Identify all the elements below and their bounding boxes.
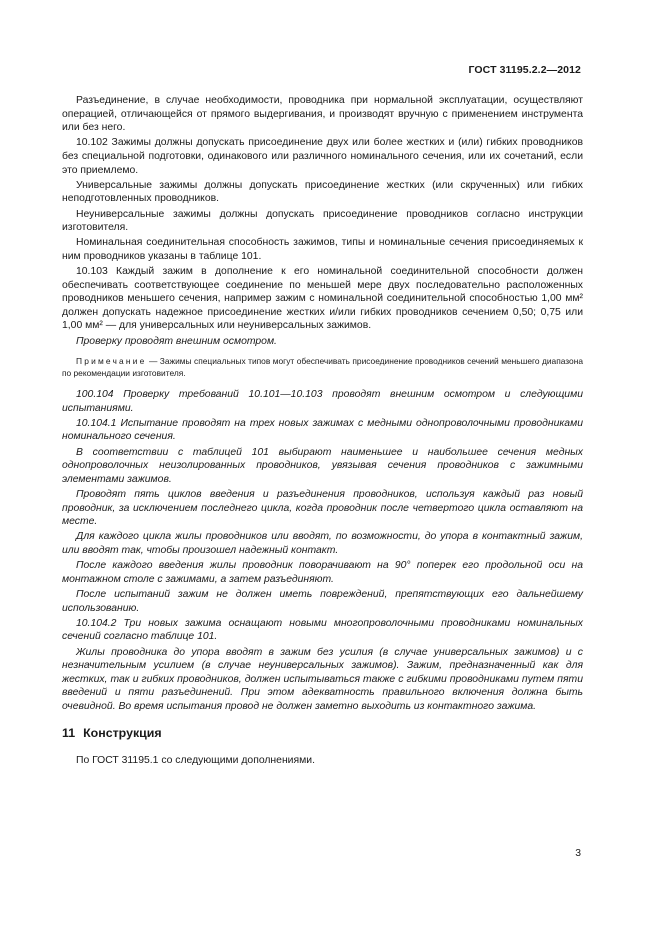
paragraph: 10.102 Зажимы должны допускать присоединение двух или более жестких и (или) гибких проводников без специальной подготовки, одинакового или различного номинального сечения, или их сочетаний, если это приемлемо.: [62, 137, 583, 176]
standard-code: ГОСТ 31195.2.2—2012: [468, 64, 581, 76]
test-paragraph: 10.104.2 Три новых зажима оснащают новыми многопроволочными проводниками номинальных сечений согласно таблице 101.: [62, 617, 583, 643]
test-paragraph: 100.104 Проверку требований 10.101—10.103 проводят внешним осмотром и следующими испытаниями.: [62, 389, 583, 414]
page-body: [62, 94, 583, 769]
test-paragraph: После каждого введения жилы проводник поворачивают на 90° поперек его продольной оси на монтажном столе с зажимами, а затем разъединяют.: [62, 560, 583, 585]
section-number: 11: [62, 726, 76, 741]
test-paragraph: Для каждого цикла жилы проводников или вводят, по возможности, до упора в контактный зажим, или вводят так, чтобы произошел надежный контакт.: [62, 531, 583, 556]
test-paragraph: После испытаний зажим не должен иметь повреждений, препятствующих его дальнейшему использованию.: [62, 588, 583, 614]
paragraph: Номинальная соединительная способность зажимов, типы и номинальные сечения присоединяемых к ним проводников указаны в таблице 101.: [62, 237, 583, 262]
paragraph: 10.103 Каждый зажим в дополнение к его номинальной соединительной способности должен обеспечивать соответствующее соединение по меньшей мере двух последовательно расположенных проводников меньшего сечения, например зажим с номинальной соединительной способностью 1,00 мм² должен допускать надежное присоединение жестких и/или гибких проводников сечением 0,50; 0,75 или 1,00 мм² — для универсальных или неуниверсальных зажимов.: [62, 266, 583, 332]
test-paragraph: В соответствии с таблицей 101 выбирают наименьшее и наибольшее сечения медных однопроволочных неизолированных проводников, увязывая сечения проводников с зажимными элементами зажимов.: [62, 446, 583, 485]
paragraph: Неуниверсальные зажимы должны допускать присоединение проводников согласно инструкции изготовителя.: [62, 208, 583, 234]
paragraph: Разъединение, в случае необходимости, проводника при нормальной эксплуатации, осуществляют операцией, отличающейся от прямого выдергивания, и производят вручную с применением инструмента или без него.: [62, 95, 583, 134]
page-number: 3: [575, 848, 581, 859]
test-paragraph: Проводят пять циклов введения и разъединения проводников, используя каждый раз новый проводник, за исключением последнего цикла, когда проводник после четвертого цикла оставляют на месте.: [62, 489, 583, 528]
test-paragraph: 10.104.1 Испытание проводят на трех новых зажимах с медными однопроволочными проводниками номинального сечения.: [62, 417, 583, 443]
paragraph: Универсальные зажимы должны допускать присоединение жестких (или скрученных) или гибких неподготовленных проводников.: [62, 179, 583, 205]
check-line: Проверку проводят внешним осмотром.: [76, 335, 277, 347]
section-text: По ГОСТ 31195.1 со следующими дополнениями.: [76, 755, 315, 767]
section-heading: [62, 727, 583, 741]
note-label: Примечание: [76, 356, 147, 367]
test-paragraph: Жилы проводника до упора вводят в зажим без усилия (в случае универсальных зажимов) и с незначительным усилием (в случае неуниверсальных зажимов). Зажим, предназначенный как для жестких, так и гибких проводников, должен испытываться также с гибкими проводниками путем пяти введений и пяти разъединений. При этом адекватность правильного включения должна быть очевидной. Во время испытания провод не должен заметно выходить из контактного зажима.: [62, 646, 583, 712]
note-text: — Зажимы специальных типов могут обеспечивать присоединение проводников сечений меньшего диапазона по рекомендации изготовителя.: [62, 356, 583, 378]
section-title: Конструкция: [83, 726, 162, 741]
note: [62, 356, 583, 379]
